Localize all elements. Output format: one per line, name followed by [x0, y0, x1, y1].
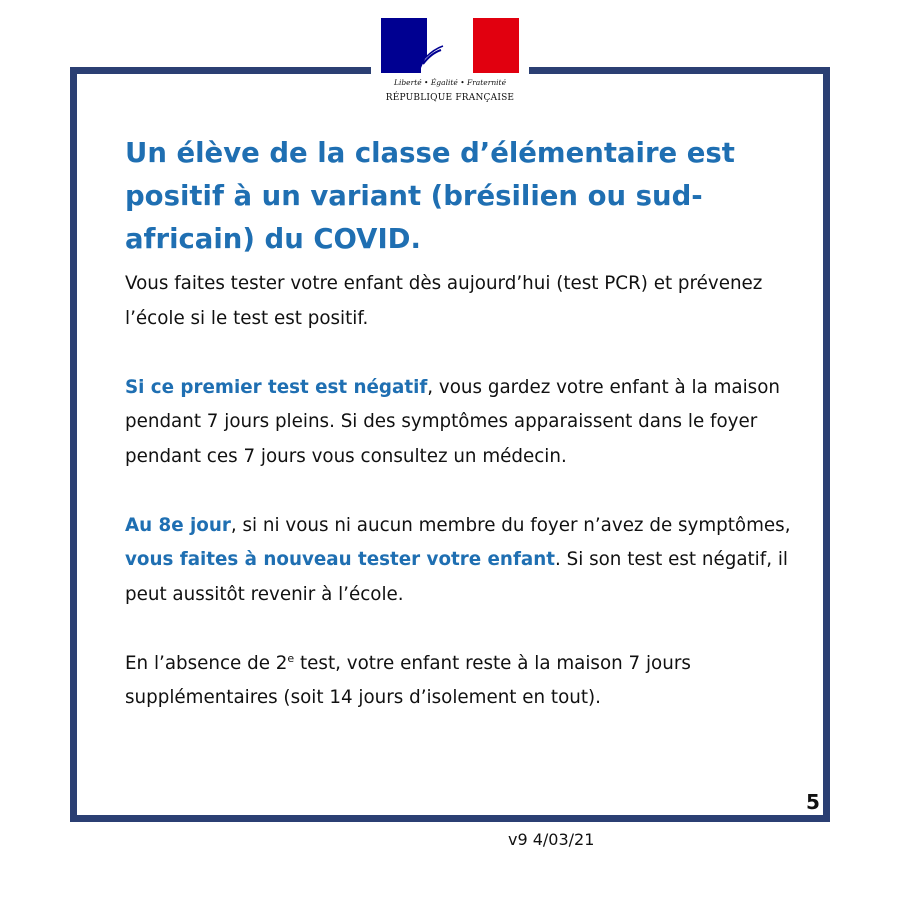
highlight-retest: vous faites à nouveau tester votre enfant: [125, 549, 555, 570]
paragraph-text: , si ni vous ni aucun membre du foyer n’avez de symptômes,: [230, 514, 791, 536]
highlight-eighth-day: Au 8e jour: [125, 514, 231, 536]
page-number: 5: [806, 790, 820, 814]
logo-republic-name: RÉPUBLIQUE FRANÇAISE: [385, 93, 515, 103]
republique-francaise-logo: [371, 12, 529, 122]
superscript-e: e: [287, 651, 295, 665]
highlight-first-test-negative: Si ce premier test est négatif: [125, 376, 428, 398]
paragraph-text: . Si son test est négatif, il peut aussitôt revenir à l’école.: [125, 549, 788, 605]
page-heading: Un élève de la classe d’élémentaire est positif à un variant (brésilien ou sud-africain) du COVID.: [125, 137, 735, 255]
paragraph-text: En l’absence de 2: [125, 652, 288, 674]
version-label: v9 4/03/21: [508, 830, 595, 849]
paragraph-no-second-test: [125, 647, 805, 716]
marianne-flag-icon: [381, 18, 519, 73]
paragraph-first-test-negative: [125, 371, 805, 475]
paragraph-test-today: Vous faites tester votre enfant dès aujourd’hui (test PCR) et prévenez l’école si le test est positif.: [125, 273, 763, 329]
body-text: [125, 267, 805, 750]
paragraph-text: , vous gardez votre enfant à la maison pendant 7 jours pleins. Si des symptômes apparaissent dans le foyer pendant ces 7 jours vous consultez un médecin.: [125, 376, 780, 467]
paragraph-eighth-day: [125, 509, 805, 613]
logo-motto: Liberté • Égalité • Fraternité: [393, 78, 507, 87]
paragraph-text: test, votre enfant reste à la maison 7 jours supplémentaires (soit 14 jours d’isolement en tout).: [125, 652, 691, 708]
